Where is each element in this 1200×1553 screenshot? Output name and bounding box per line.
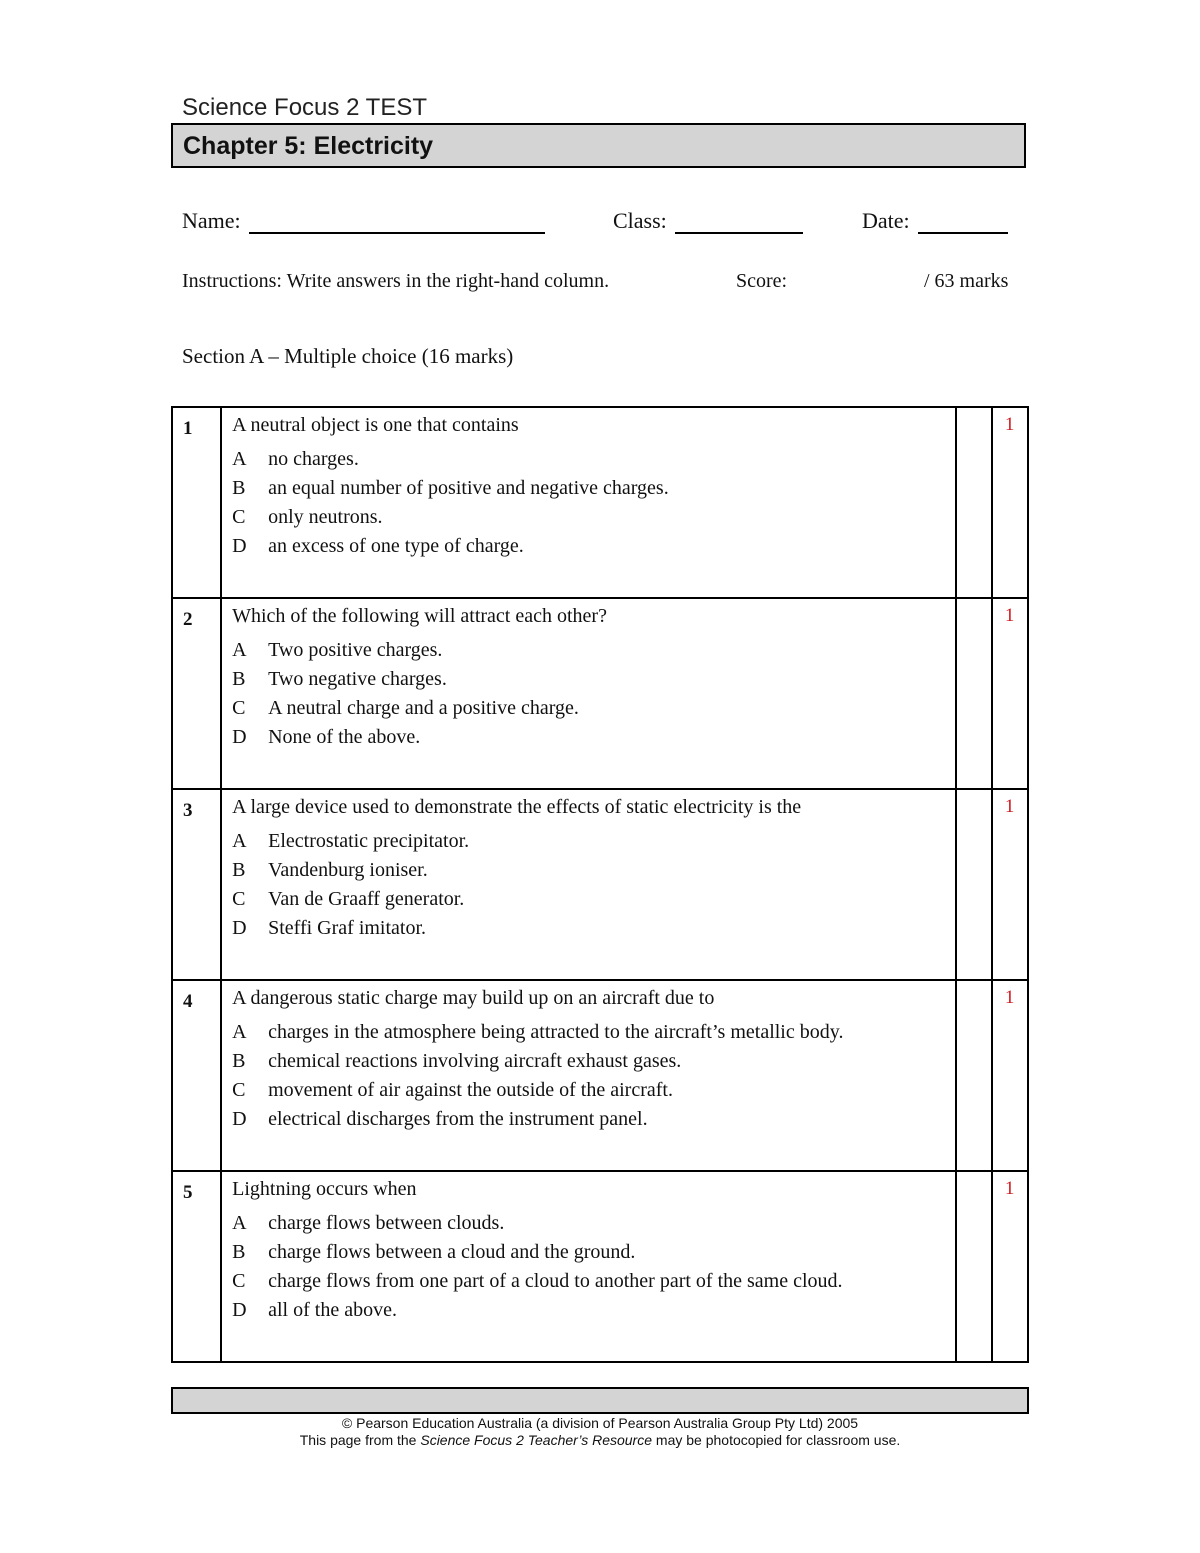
option-letter: C	[232, 1079, 246, 1101]
footer-permission	[171, 1432, 1029, 1448]
answer-cell[interactable]	[956, 1171, 992, 1362]
date-label: Date:	[862, 208, 910, 233]
option-letter: B	[232, 1241, 246, 1263]
option-letter: B	[232, 859, 246, 881]
question-row	[172, 1171, 1028, 1362]
questions-table	[171, 406, 1029, 1363]
chapter-header-bar	[171, 123, 1026, 168]
option-letter: D	[232, 535, 247, 557]
option-text: no charges.	[268, 448, 359, 470]
name-field[interactable]	[182, 208, 545, 234]
marks-cell	[992, 598, 1028, 789]
question-stem: Lightning occurs when	[232, 1178, 417, 1200]
option-text: Steffi Graf imitator.	[268, 917, 427, 939]
option-item	[232, 1105, 955, 1134]
option-list	[222, 1209, 955, 1325]
option-item	[232, 723, 955, 752]
question-number-cell	[172, 1171, 221, 1362]
marks-cell	[992, 980, 1028, 1171]
option-text: Electrostatic precipitator.	[268, 830, 470, 852]
marks-cell	[992, 1171, 1028, 1362]
marks-cell	[992, 407, 1028, 598]
option-list	[222, 636, 955, 752]
question-stem: A neutral object is one that contains	[232, 414, 519, 436]
class-blank-line[interactable]	[675, 210, 803, 234]
answer-cell[interactable]	[956, 789, 992, 980]
option-letter: A	[232, 1212, 247, 1234]
chapter-title: Chapter 5: Electricity	[183, 132, 434, 160]
option-list	[222, 1018, 955, 1134]
question-body-cell	[221, 407, 956, 598]
name-blank-line[interactable]	[249, 210, 545, 234]
option-item	[232, 532, 955, 561]
footer-permission-suffix: may be photocopied for classroom use.	[652, 1432, 901, 1448]
option-text: Vandenburg ioniser.	[268, 859, 428, 881]
option-letter: A	[232, 639, 247, 661]
date-blank-line[interactable]	[918, 210, 1008, 234]
option-text: charge flows from one part of a cloud to another part of the same cloud.	[268, 1270, 843, 1292]
footer-copyright: © Pearson Education Australia (a division of Pearson Australia Group Pty Ltd) 2005	[341, 1415, 859, 1431]
option-text: None of the above.	[268, 726, 421, 748]
question-number: 5	[183, 1182, 193, 1203]
answer-cell[interactable]	[956, 980, 992, 1171]
option-letter: C	[232, 697, 246, 719]
question-stem: A dangerous static charge may build up on an aircraft due to	[232, 987, 715, 1009]
answer-cell[interactable]	[956, 407, 992, 598]
option-item	[232, 445, 955, 474]
option-text: an equal number of positive and negative charges.	[268, 477, 669, 499]
question-number: 2	[183, 609, 193, 630]
option-letter: A	[232, 1021, 247, 1043]
option-item	[232, 1076, 955, 1105]
option-text: charges in the atmosphere being attracted to the aircraft’s metallic body.	[268, 1021, 844, 1043]
document-kicker: Science Focus 2 TEST	[182, 94, 427, 121]
question-body-cell	[221, 980, 956, 1171]
section-heading: Section A – Multiple choice (16 marks)	[182, 344, 514, 368]
option-letter: B	[232, 668, 246, 690]
option-item	[232, 1267, 955, 1296]
option-letter: C	[232, 888, 246, 910]
question-stem: A large device used to demonstrate the effects of static electricity is the	[232, 796, 802, 818]
option-item	[232, 1047, 955, 1076]
question-number-cell	[172, 598, 221, 789]
question-stem: Which of the following will attract each other?	[232, 605, 607, 627]
option-text: chemical reactions involving aircraft exhaust gases.	[268, 1050, 682, 1072]
option-text: charge flows between a cloud and the ground.	[268, 1241, 636, 1263]
question-marks: 1	[1004, 796, 1015, 817]
answer-cell[interactable]	[956, 598, 992, 789]
option-letter: C	[232, 1270, 246, 1292]
option-item	[232, 1296, 955, 1325]
class-field[interactable]	[613, 208, 803, 234]
option-letter: D	[232, 726, 247, 748]
option-item	[232, 503, 955, 532]
question-body-cell	[221, 1171, 956, 1362]
option-item	[232, 474, 955, 503]
footer-permission-title: Science Focus 2 Teacher’s Resource	[420, 1432, 653, 1448]
option-letter: B	[232, 1050, 246, 1072]
question-row	[172, 980, 1028, 1171]
score-label: Score:	[736, 270, 788, 292]
option-text: charge flows between clouds.	[268, 1212, 505, 1234]
footer-bar	[171, 1387, 1029, 1414]
option-text: all of the above.	[268, 1299, 397, 1321]
option-text: Van de Graaff generator.	[268, 888, 465, 910]
option-item	[232, 885, 955, 914]
option-letter: D	[232, 1299, 247, 1321]
option-letter: A	[232, 448, 247, 470]
question-number-cell	[172, 407, 221, 598]
option-item	[232, 636, 955, 665]
footer-permission-prefix: This page from the	[299, 1432, 421, 1448]
option-list	[222, 827, 955, 943]
option-text: Two negative charges.	[268, 668, 447, 690]
option-item	[232, 694, 955, 723]
class-label: Class:	[613, 208, 667, 233]
question-marks: 1	[1004, 414, 1015, 435]
question-number: 3	[183, 800, 193, 821]
option-item	[232, 1238, 955, 1267]
question-row	[172, 407, 1028, 598]
question-marks: 1	[1004, 1178, 1015, 1199]
option-item	[232, 856, 955, 885]
question-number-cell	[172, 789, 221, 980]
option-letter: C	[232, 506, 246, 528]
question-marks: 1	[1004, 987, 1015, 1008]
question-marks: 1	[1004, 605, 1015, 626]
option-item	[232, 827, 955, 856]
date-field[interactable]	[862, 208, 1008, 234]
option-text: A neutral charge and a positive charge.	[268, 697, 579, 719]
question-body-cell	[221, 789, 956, 980]
option-text: an excess of one type of charge.	[268, 535, 524, 557]
option-item	[232, 665, 955, 694]
option-item	[232, 914, 955, 943]
option-item	[232, 1209, 955, 1238]
option-letter: A	[232, 830, 247, 852]
question-body-cell	[221, 598, 956, 789]
question-number-cell	[172, 980, 221, 1171]
option-text: movement of air against the outside of the aircraft.	[268, 1079, 673, 1101]
option-text: only neutrons.	[268, 506, 383, 528]
score-total: / 63 marks	[924, 270, 1009, 292]
option-letter: D	[232, 1108, 247, 1130]
option-text: Two positive charges.	[268, 639, 443, 661]
option-letter: B	[232, 477, 246, 499]
question-number: 4	[183, 991, 193, 1012]
option-text: electrical discharges from the instrument panel.	[268, 1108, 648, 1130]
name-label: Name:	[182, 208, 241, 233]
option-list	[222, 445, 955, 561]
instructions-text: Instructions: Write answers in the right-hand column.	[182, 270, 610, 292]
question-row	[172, 789, 1028, 980]
question-number: 1	[183, 418, 193, 439]
option-letter: D	[232, 917, 247, 939]
option-item	[232, 1018, 955, 1047]
marks-cell	[992, 789, 1028, 980]
question-row	[172, 598, 1028, 789]
